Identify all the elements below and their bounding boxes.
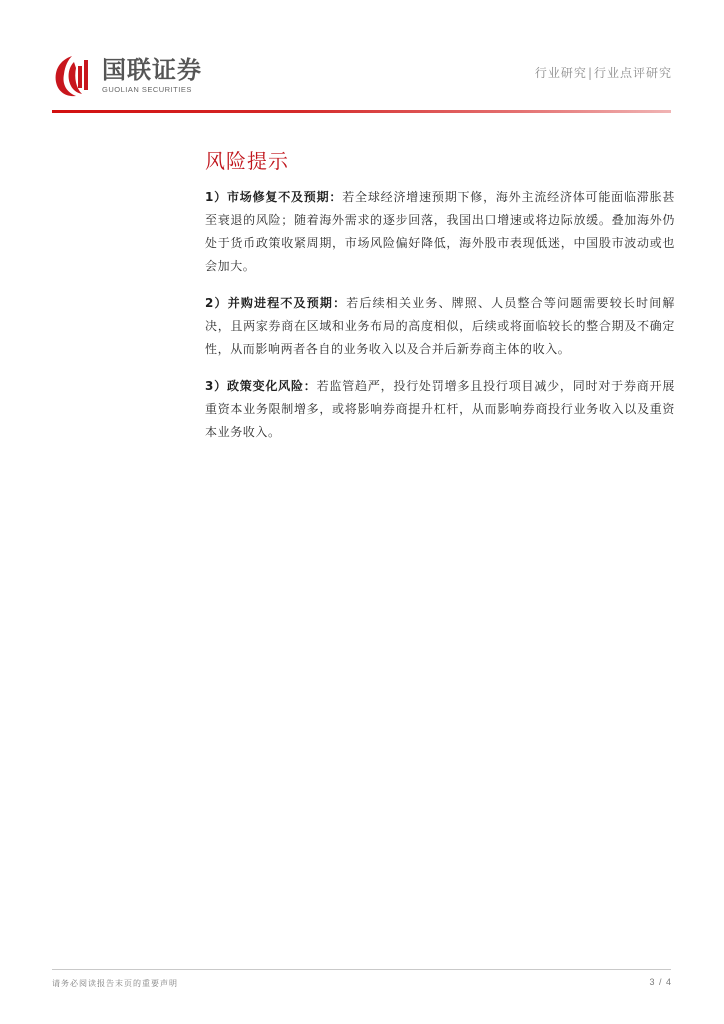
- page-header: [0, 0, 724, 120]
- company-logo: [52, 54, 232, 100]
- subcategory-label: 行业点评研究: [593, 66, 672, 80]
- risk-text: 若后续相关业务、牌照、人员整合等问题需要较长时间解决，且两家券商在区域和业务布局的高度相似，后续或将面临较长的整合期及不确定性，从而影响两者各自的业务收入以及合并后新券商主体的收入。: [205, 296, 675, 356]
- risk-text: 若全球经济增速预期下修，海外主流经济体可能面临滞胀甚至衰退的风险；随着海外需求的逐步回落，我国出口增速或将边际放缓。叠加海外仍处于货币政策收紧周期，市场风险偏好降低，海外股市表现低迷，中国股市波动或也会加大。: [205, 190, 676, 273]
- report-category: [535, 64, 672, 81]
- page-number: 3 / 4: [649, 977, 672, 987]
- risk-heading: 1）市场修复不及预期：: [205, 190, 343, 204]
- risk-paragraph: [205, 375, 675, 444]
- risk-paragraph: [205, 292, 675, 361]
- risk-heading: 2）并购进程不及预期：: [205, 296, 347, 310]
- section-title: 风险提示: [205, 149, 289, 173]
- category-label: 行业研究: [534, 66, 587, 80]
- footer-disclaimer: 请务必阅读报告末页的重要声明: [52, 979, 178, 988]
- risk-heading: 3）政策变化风险：: [205, 379, 317, 393]
- logo-name-cn: 国联证券: [102, 56, 202, 84]
- category-separator: |: [587, 66, 593, 80]
- header-divider: [52, 110, 671, 113]
- risk-text: 若监管趋严，投行处罚增多且投行项目减少，同时对于券商开展重资本业务限制增多，或将影响券商提升杠杆，从而影响券商投行业务收入以及重资本业务收入。: [205, 379, 675, 439]
- logo-name-en: GUOLIAN SECURITIES: [102, 85, 192, 94]
- risk-paragraph: [205, 186, 675, 278]
- risk-content: [205, 186, 675, 458]
- guolian-logo-icon: [52, 54, 92, 98]
- footer-divider: [52, 969, 671, 970]
